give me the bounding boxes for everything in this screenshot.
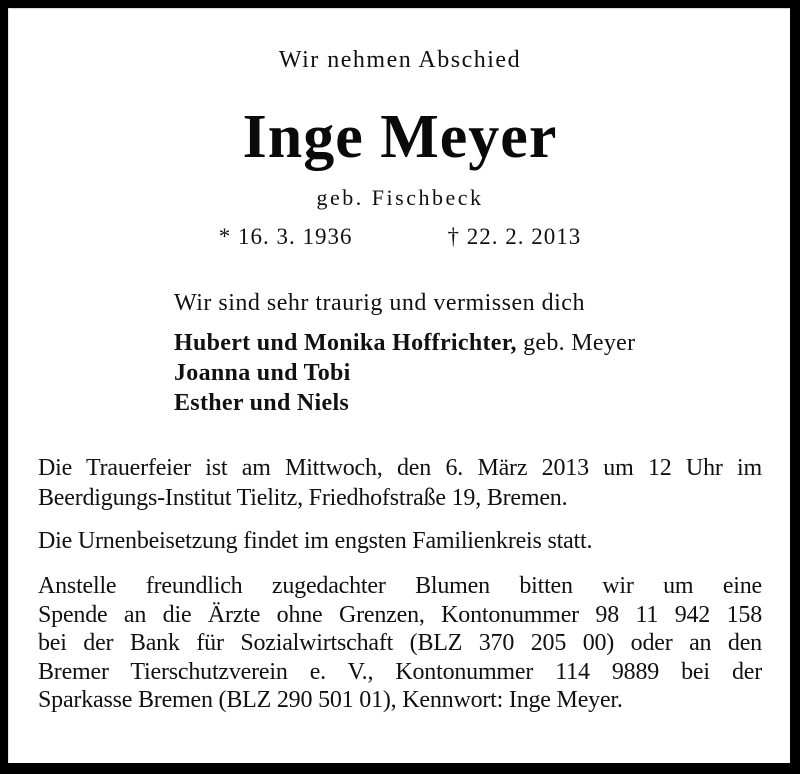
paragraph-line: Bremer Tierschutzverein e. V., Kontonummer 114 9889 bei der	[38, 658, 762, 685]
mourner-suffix: geb. Meyer	[516, 330, 636, 356]
mourner-line	[174, 328, 762, 358]
death-date: † 22. 2. 2013	[447, 224, 582, 249]
mourner-names: Esther und Niels	[174, 390, 350, 416]
details-block	[38, 453, 762, 715]
paragraph-line: Die Urnenbeisetzung findet im engsten Familienkreis statt.	[38, 528, 593, 554]
mourner-names: Hubert und Monika Hoffrichter,	[174, 330, 517, 356]
mourner-names: Joanna und Tobi	[174, 360, 351, 386]
mourner-line	[174, 358, 762, 388]
paragraph-line: bei der Bank für Sozialwirtschaft (BLZ 370 205 00) oder an den	[38, 630, 762, 656]
paragraph-line: Beerdigungs-Institut Tielitz, Friedhofstraße 19, Bremen.	[38, 485, 568, 511]
paragraph-line: Sparkasse Bremen (BLZ 290 501 01), Kennwort: Inge Meyer.	[38, 687, 623, 713]
mourning-message: Wir sind sehr traurig und vermissen dich	[174, 290, 585, 316]
urn-burial-paragraph	[38, 526, 762, 556]
deceased-name: Inge Meyer	[242, 103, 558, 171]
birth-date: * 16. 3. 1936	[218, 224, 353, 249]
paragraph-line: Die Trauerfeier ist am Mittwoch, den 6. März 2013 um 12 Uhr im	[38, 455, 762, 481]
funeral-details-paragraph	[38, 453, 762, 513]
farewell-intro: Wir nehmen Abschied	[278, 47, 522, 73]
maiden-name: geb. Fischbeck	[316, 185, 484, 210]
paragraph-line: Anstelle freundlich zugedachter Blumen bitten wir um eine	[38, 573, 762, 599]
paragraph-line: Spende an die Ärzte ohne Grenzen, Kontonummer 98 11 942 158	[38, 601, 762, 628]
life-dates	[38, 222, 762, 252]
family-block	[174, 288, 762, 418]
mourner-line	[174, 388, 762, 418]
donation-paragraph	[38, 572, 762, 715]
